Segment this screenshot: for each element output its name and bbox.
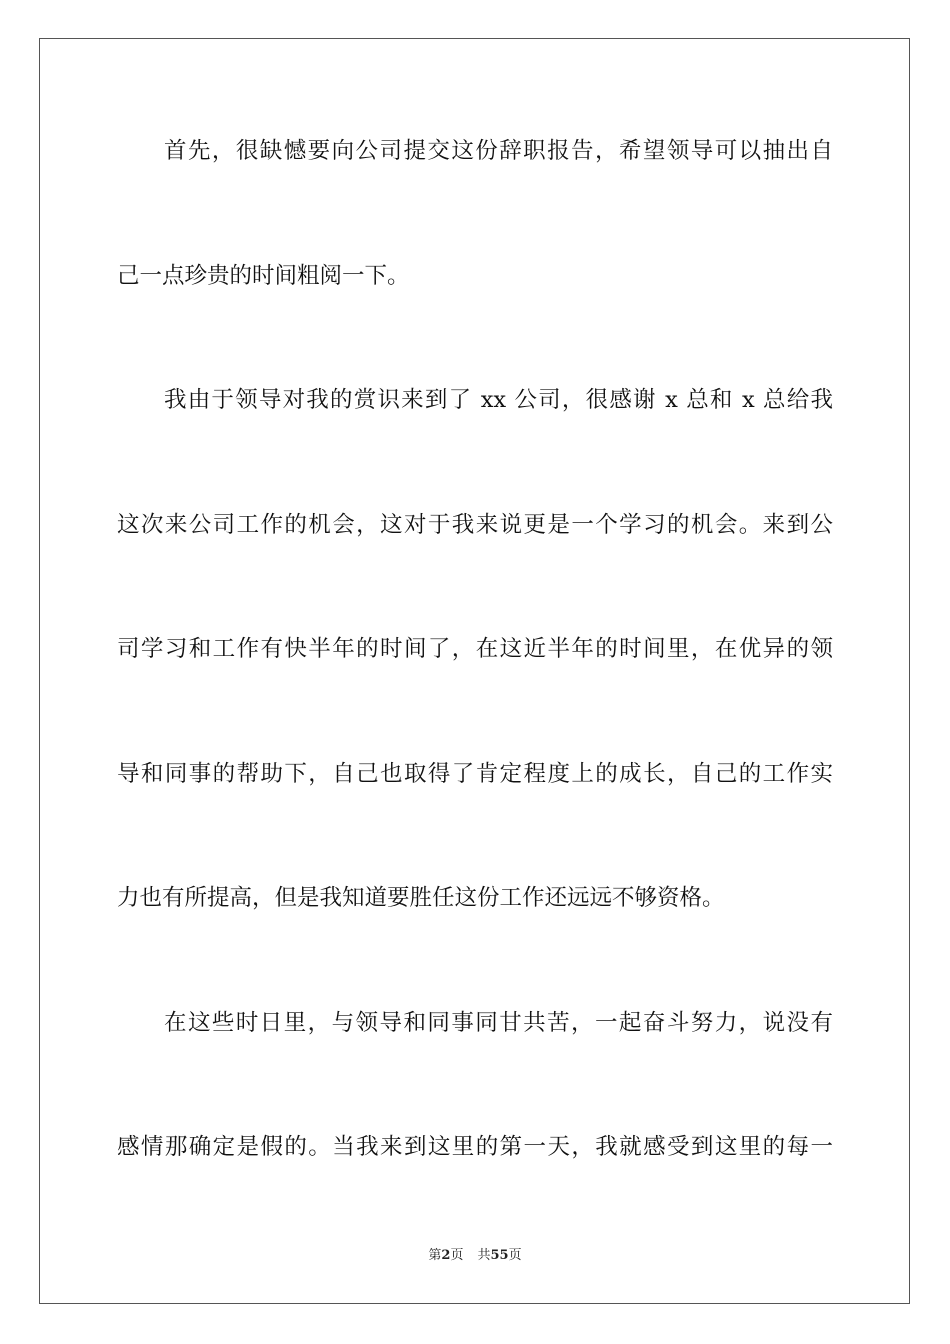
paragraph-line: 司学习和工作有快半年的时间了，在这近半年的时间里，在优异的领 <box>117 636 833 662</box>
page-number-footer <box>0 1246 950 1266</box>
total-page-count: 55 <box>490 1248 509 1263</box>
paragraph-line: 这次来公司工作的机会，这对于我来说更是一个学习的机会。来到公 <box>117 512 833 538</box>
paragraph-line: 在这些时日里，与领导和同事同甘共苦，一起奋斗努力，说没有 <box>164 1010 833 1036</box>
page-suffix: 页 <box>450 1248 464 1263</box>
paragraph-line: 感情那确定是假的。当我来到这里的第一天，我就感受到这里的每一 <box>117 1134 833 1160</box>
total-suffix: 页 <box>508 1248 522 1263</box>
page-border <box>39 38 910 1304</box>
page-prefix: 第 <box>428 1248 442 1263</box>
paragraph-line: 导和同事的帮助下，自己也取得了肯定程度上的成长，自己的工作实 <box>117 761 833 787</box>
paragraph-line: 我由于领导对我的赏识来到了 xx 公司，很感谢 x 总和 x 总给我 <box>164 387 833 413</box>
total-prefix: 共 <box>477 1248 491 1263</box>
current-page-number: 2 <box>441 1248 451 1263</box>
paragraph-line: 己一点珍贵的时间粗阅一下。 <box>117 263 410 289</box>
paragraph-line: 力也有所提高，但是我知道要胜任这份工作还远远不够资格。 <box>117 885 725 911</box>
paragraph-line: 首先，很缺憾要向公司提交这份辞职报告，希望领导可以抽出自 <box>164 138 833 164</box>
